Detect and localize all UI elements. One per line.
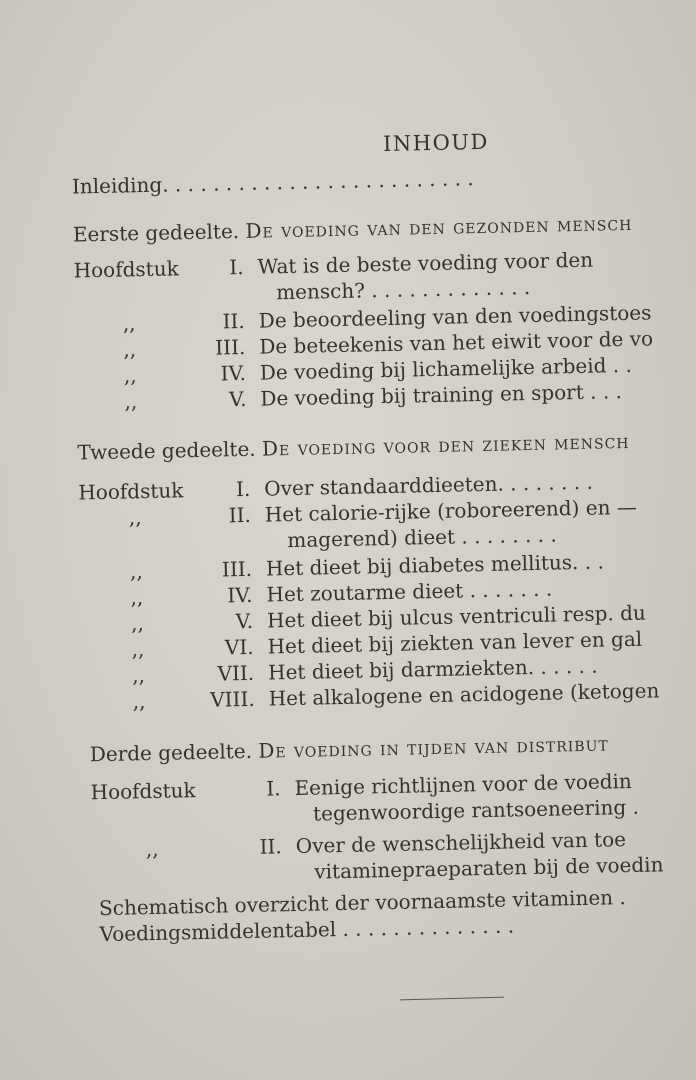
part-title: De voeding van den gezonden mensch	[245, 210, 633, 243]
chapter-title-continued: tegenwoordige rantsoeneering .	[312, 794, 640, 826]
toc-entry	[78, 468, 678, 505]
chapter-marker: Hoofdstuk	[73, 256, 179, 283]
ditto-mark: ,,	[145, 836, 159, 862]
ditto-mark: ,,	[130, 585, 144, 610]
chapter-title: Over de wenschelijkheid van toe	[295, 827, 627, 858]
chapter-number: V.	[235, 608, 254, 634]
chapter-number: IV.	[220, 360, 247, 386]
toc-entry	[92, 826, 692, 862]
chapter-title-continued: magerend) dieet . . . . . . . .	[287, 522, 557, 553]
page-title: INHOUD	[382, 129, 490, 157]
part-label: Tweede gedeelte.	[77, 436, 256, 465]
ditto-mark: ,,	[131, 663, 146, 688]
part-heading-2	[77, 429, 629, 465]
part-title: De voeding voor den zieken mensch	[261, 428, 630, 461]
chapter-number: VIII.	[209, 686, 255, 712]
appendix-entry-vitaminen: Schematisch overzicht der voornaamste vitaminen .	[98, 885, 626, 921]
chapter-title: Het alkalogene en acidogene (ketogen	[268, 678, 660, 711]
chapter-title: Het dieet bij ulcus ventriculi resp. du	[266, 600, 647, 633]
chapter-number: IV.	[227, 582, 253, 608]
ditto-mark: ,,	[122, 311, 136, 336]
chapter-number: III.	[221, 556, 253, 582]
ditto-mark: ,,	[131, 637, 145, 662]
part-heading-1	[73, 211, 633, 247]
part-label: Derde gedeelte.	[89, 738, 253, 767]
ditto-mark: ,,	[124, 389, 138, 414]
chapter-title: Het zoutarme dieet . . . . . . .	[266, 576, 553, 607]
ditto-mark: ,,	[129, 559, 143, 584]
chapter-marker: Hoofdstuk	[90, 778, 196, 805]
chapter-title: Wat is de beste voeding voor den	[257, 247, 594, 279]
chapter-title: Eenige richtlijnen voor de voedin	[294, 768, 633, 801]
chapter-number: II.	[222, 308, 246, 334]
ditto-mark: ,,	[123, 363, 137, 388]
appendix-entry-tabel: Voedingsmiddelentabel . . . . . . . . . . . . . .	[99, 913, 515, 947]
chapter-title-continued: mensch? . . . . . . . . . . . . .	[275, 274, 531, 305]
chapter-number: I.	[235, 476, 251, 502]
chapter-title: Het dieet bij diabetes mellitus. . .	[265, 549, 605, 581]
chapter-title: Het dieet bij ziekten van lever en gal	[267, 626, 643, 659]
toc-entry	[90, 768, 690, 805]
chapter-number: VI.	[224, 634, 254, 660]
chapter-number: III.	[215, 334, 246, 360]
chapter-number: VII.	[217, 660, 255, 686]
chapter-title-continued: vitaminepraeparaten bij de voedin	[314, 852, 664, 884]
toc-entry-inleiding: Inleiding. . . . . . . . . . . . . . . . . . . . . . . . .	[71, 166, 474, 199]
ditto-mark: ,,	[123, 337, 137, 362]
chapter-title: Het dieet bij darmziekten. . . . . .	[267, 653, 598, 685]
ditto-mark: ,,	[128, 505, 142, 530]
chapter-title: De voeding bij lichamelijke arbeid . .	[259, 352, 633, 385]
toc-entry	[73, 246, 673, 283]
part-label: Eerste gedeelte.	[72, 219, 240, 247]
part-title: De voeding in tijden van distribut	[258, 731, 609, 763]
part-heading-3	[90, 731, 609, 766]
chapter-number: V.	[228, 386, 247, 412]
chapter-title: De beteekenis van het eiwit voor de vo	[259, 326, 654, 359]
chapter-number: I.	[229, 254, 244, 280]
chapter-marker: Hoofdstuk	[78, 478, 184, 505]
chapter-number: II.	[228, 502, 252, 528]
ditto-mark: ,,	[130, 611, 145, 636]
ditto-mark: ,,	[132, 689, 146, 714]
chapter-title: Het calorie-rijke (roboreerend) en —	[264, 494, 638, 527]
chapter-title: Over standaarddieeten. . . . . . . .	[264, 469, 594, 501]
chapter-number: I.	[266, 776, 281, 801]
chapter-title: De beoordeeling van den voedingstoes	[258, 300, 652, 333]
chapter-number: II.	[259, 834, 283, 859]
chapter-title: De voeding bij training en sport . . .	[260, 379, 623, 411]
